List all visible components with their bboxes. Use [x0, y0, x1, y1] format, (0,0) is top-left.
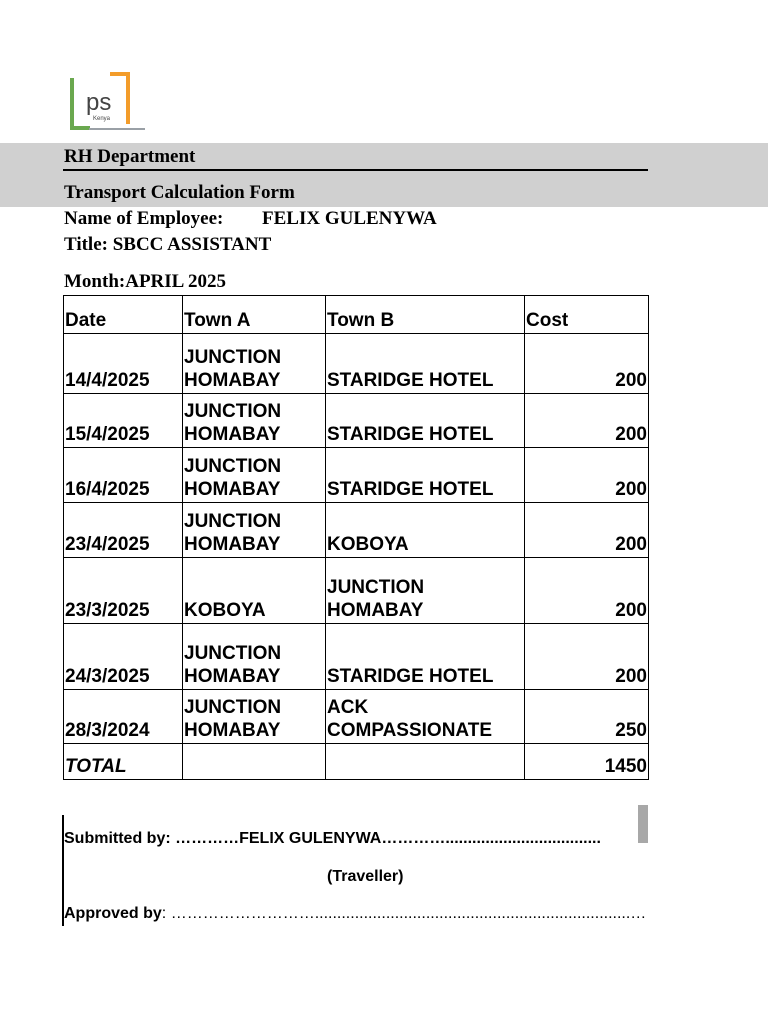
total-empty-cell	[183, 744, 326, 780]
cell-cost: 200	[525, 448, 649, 503]
psk-logo-mark	[68, 72, 132, 130]
cell-town-a: JUNCTION HOMABAY	[183, 334, 326, 394]
total-label: TOTAL	[64, 744, 183, 780]
table-row	[64, 624, 649, 690]
submitted-by-line: Submitted by: …………FELIX GULENYWA…………...................................	[64, 830, 601, 847]
column-header-cost: Cost	[525, 296, 649, 334]
column-header-town-b: Town B	[326, 296, 525, 334]
cell-cost: 200	[525, 558, 649, 624]
employee-name: FELIX GULENYWA	[262, 208, 437, 229]
total-value: 1450	[525, 744, 649, 780]
cell-town-b: STARIDGE HOTEL	[326, 334, 525, 394]
psk-logo	[68, 72, 150, 134]
cell-town-a: KOBOYA	[183, 558, 326, 624]
cell-date: 23/3/2025	[64, 558, 183, 624]
column-header-town-a: Town A	[183, 296, 326, 334]
month-label: Month:APRIL 2025	[64, 271, 227, 292]
cell-town-b: STARIDGE HOTEL	[326, 448, 525, 503]
cell-cost: 200	[525, 503, 649, 558]
logo-tagline	[89, 128, 145, 130]
cell-town-b: STARIDGE HOTEL	[326, 624, 525, 690]
table-header-row	[64, 296, 649, 334]
table-row	[64, 558, 649, 624]
cell-cost: 200	[525, 334, 649, 394]
total-row	[64, 744, 649, 780]
transport-table	[63, 295, 649, 780]
table-row	[64, 448, 649, 503]
cell-town-b: ACK COMPASSIONATE	[326, 690, 525, 744]
approved-by-dots: : ……………………….......................................................................…	[161, 905, 647, 922]
cell-date: 24/3/2025	[64, 624, 183, 690]
cell-date: 28/3/2024	[64, 690, 183, 744]
approved-by-label: Approved by	[64, 905, 162, 922]
employee-label: Name of Employee:	[64, 208, 224, 229]
cell-cost: 250	[525, 690, 649, 744]
table-row	[64, 394, 649, 448]
header-rule	[63, 169, 648, 171]
cell-cost: 200	[525, 624, 649, 690]
logo-text: ps	[86, 89, 112, 116]
table-row	[64, 503, 649, 558]
cell-cost: 200	[525, 394, 649, 448]
traveller-caption: (Traveller)	[327, 868, 404, 885]
cell-town-a: JUNCTION HOMABAY	[183, 690, 326, 744]
department-label: RH Department	[64, 146, 196, 167]
approved-by-line	[64, 905, 648, 923]
cell-town-b: STARIDGE HOTEL	[326, 394, 525, 448]
cell-date: 15/4/2025	[64, 394, 183, 448]
total-empty-cell	[326, 744, 525, 780]
column-header-date: Date	[64, 296, 183, 334]
form-title: Transport Calculation Form	[64, 182, 295, 203]
cell-town-a: JUNCTION HOMABAY	[183, 503, 326, 558]
cell-date: 14/4/2025	[64, 334, 183, 394]
table-row	[64, 690, 649, 744]
table-row	[64, 334, 649, 394]
cell-town-b: JUNCTION HOMABAY	[326, 558, 525, 624]
logo-subtext: Kenya	[93, 116, 111, 122]
cell-date: 23/4/2025	[64, 503, 183, 558]
cell-town-b: KOBOYA	[326, 503, 525, 558]
employee-title: Title: SBCC ASSISTANT	[64, 234, 272, 255]
cell-town-a: JUNCTION HOMABAY	[183, 394, 326, 448]
cell-date: 16/4/2025	[64, 448, 183, 503]
cell-town-a: JUNCTION HOMABAY	[183, 448, 326, 503]
cell-town-a: JUNCTION HOMABAY	[183, 624, 326, 690]
